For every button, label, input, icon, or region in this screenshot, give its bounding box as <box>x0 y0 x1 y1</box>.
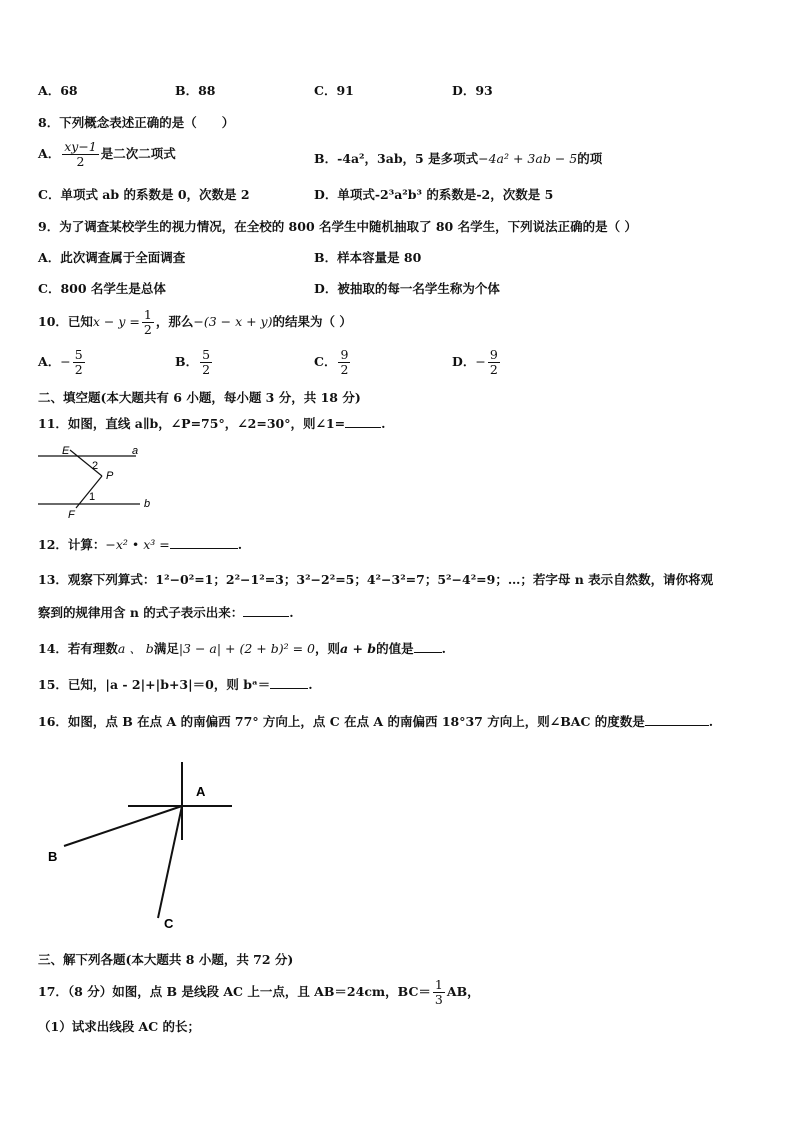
q16-figure <box>40 756 260 936</box>
label-point-b: B <box>48 849 58 864</box>
q16-stem: 16．如图，点 B 在点 A 的南偏西 77° 方向上，点 C 在点 A 的南偏西 18°37 方向上，则∠BAC 的度数是 . <box>38 714 714 729</box>
label-f: F <box>68 509 75 520</box>
q11-figure <box>36 442 156 520</box>
q11-answer-blank[interactable] <box>345 427 381 428</box>
q10-option-b: B． $\frac{5}{2}$ <box>175 347 211 377</box>
q10-option-d: D．− $\frac{9}{2}$ <box>452 347 498 377</box>
label-point-a: A <box>196 784 206 799</box>
q7-option-b: B．88 <box>175 83 216 98</box>
label-e: E <box>62 445 70 457</box>
q7-option-c: C．91 <box>314 83 354 98</box>
label-point-c: C <box>164 916 174 931</box>
ray-ab <box>64 806 182 846</box>
section-3-heading: 三、解下列各题(本大题共 8 小题，共 72 分) <box>38 952 294 967</box>
q7-option-d: D．93 <box>452 83 493 98</box>
q13-answer-blank[interactable] <box>243 616 289 617</box>
label-b: b <box>144 498 151 510</box>
q17-stem: 17．（8 分）如图，点 B 是线段 AC 上一点，且 AB＝24cm，BC＝ $\frac{1}{3}$ AB， <box>38 977 480 1007</box>
q15-stem: 15．已知，|a - 2|+|b+3|＝0，则 bᵃ＝ . <box>38 677 313 692</box>
q8-option-d: D．单项式-2³a²b³ 的系数是-2，次数是 5 <box>314 187 554 202</box>
label-angle-2: 2 <box>92 460 99 472</box>
q10-option-c: C． $\frac{9}{2}$ <box>314 347 349 377</box>
q15-answer-blank[interactable] <box>270 688 308 689</box>
q14-answer-blank[interactable] <box>414 652 442 653</box>
q8-option-b: B．-4a²，3ab，5 是多项式−4a² + 3ab − 5的项 <box>314 151 603 166</box>
q10-option-a: A．− $\frac{5}{2}$ <box>38 347 83 377</box>
q8-stem: 8．下列概念表述正确的是（ ） <box>38 115 235 130</box>
q10-stem: 10．已知x − y = $\frac{1}{2}$ ，那么−(3 − x + y)的结果为（ ） <box>38 307 352 337</box>
q9-option-c: C．800 名学生是总体 <box>38 281 166 296</box>
q12-answer-blank[interactable] <box>170 548 238 549</box>
q9-option-b: B．样本容量是 80 <box>314 250 422 265</box>
q9-option-a: A．此次调查属于全面调查 <box>38 250 186 265</box>
q7-option-a: A．68 <box>38 83 78 98</box>
q9-option-d: D．被抽取的每一名学生称为个体 <box>314 281 500 296</box>
section-2-heading: 二、填空题(本大题共有 6 小题，每小题 3 分，共 18 分) <box>38 390 361 405</box>
label-angle-1: 1 <box>89 491 96 503</box>
q12-stem: 12．计算：−x² • x³ = . <box>38 537 243 552</box>
q13-line-2: 察到的规律用含 n 的式子表示出来： . <box>38 605 294 620</box>
q14-stem: 14．若有理数a 、 b满足|3 − a| + (2 + b)² = 0，则a + b的值是 . <box>38 641 446 656</box>
q9-stem: 9．为了调查某校学生的视力情况，在全校的 800 名学生中随机抽取了 80 名学生，下列说法正确的是（ ） <box>38 219 637 234</box>
q8-option-c: C．单项式 ab 的系数是 0，次数是 2 <box>38 187 250 202</box>
label-p: P <box>106 470 114 482</box>
q8-option-a: A． $\frac{xy-1}{2}$ 是二次二项式 <box>38 139 176 169</box>
ray-ac <box>158 806 182 918</box>
q17-sub-1: （1）试求出线段 AC 的长； <box>38 1019 201 1034</box>
q16-answer-blank[interactable] <box>645 725 709 726</box>
q13-line-1: 13．观察下列算式：1²−0²=1；2²−1²=3；3²−2²=5；4²−3²=7；5²−4²=9；…；若字母 n 表示自然数，请你将观 <box>38 572 714 587</box>
label-a: a <box>132 445 139 457</box>
q11-stem: 11．如图，直线 a∥b，∠P=75°，∠2=30°，则∠1= . <box>38 416 386 431</box>
